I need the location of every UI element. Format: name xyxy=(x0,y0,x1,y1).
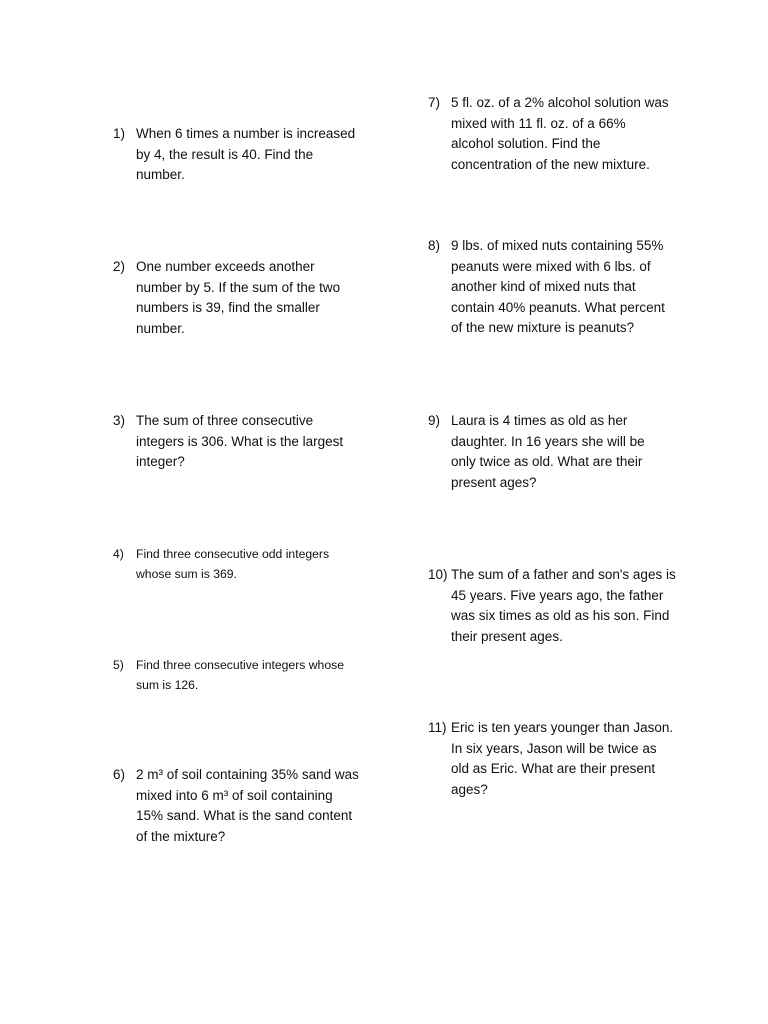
problem-10 xyxy=(428,565,703,647)
problem-text: Find three consecutive odd integers whose sum is 369. xyxy=(136,547,330,581)
problem-text: One number exceeds another number by 5. If the sum of the two numbers is 39, find the smaller number. xyxy=(136,259,341,336)
problem-number: 5) xyxy=(113,658,124,672)
problem-1 xyxy=(113,124,373,186)
problem-number: 1) xyxy=(113,126,126,141)
problem-number: 3) xyxy=(113,413,126,428)
problem-text: Eric is ten years younger than Jason. In six years, Jason will be twice as old as Eric. What are their present ages? xyxy=(451,720,674,797)
problem-4 xyxy=(113,545,373,584)
problem-7 xyxy=(428,93,698,175)
problem-text: Find three consecutive integers whose sum is 126. xyxy=(136,658,344,692)
problem-6 xyxy=(113,765,383,847)
problem-text: 9 lbs. of mixed nuts containing 55% peanuts were mixed with 6 lbs. of another kind of mixed nuts that contain 40% peanuts. What percent of the new mixture is peanuts? xyxy=(451,238,665,335)
problem-text: 5 fl. oz. of a 2% alcohol solution was mixed with 11 fl. oz. of a 66% alcohol solution. Find the concentration of the new mixture. xyxy=(451,95,669,172)
problem-number: 7) xyxy=(428,95,441,110)
problem-number: 9) xyxy=(428,413,441,428)
problem-5 xyxy=(113,656,373,695)
problem-11 xyxy=(428,718,703,800)
problem-3 xyxy=(113,411,373,473)
problem-text: The sum of three consecutive integers is 306. What is the largest integer? xyxy=(136,413,344,469)
problem-text: When 6 times a number is increased by 4, the result is 40. Find the number. xyxy=(136,126,356,182)
problem-number: 4) xyxy=(113,547,124,561)
problem-number: 11) xyxy=(428,720,447,735)
problem-number: 10) xyxy=(428,567,448,582)
problem-text: The sum of a father and son's ages is 45 years. Five years ago, the father was six times as old as his son. Find their present ages. xyxy=(451,567,676,644)
problem-8 xyxy=(428,236,698,339)
problem-number: 2) xyxy=(113,259,126,274)
problem-number: 8) xyxy=(428,238,441,253)
problem-text: 2 m³ of soil containing 35% sand was mixed into 6 m³ of soil containing 15% sand. What is the sand content of the mixture? xyxy=(136,767,359,844)
problem-number: 6) xyxy=(113,767,126,782)
problem-2 xyxy=(113,257,373,339)
problem-text: Laura is 4 times as old as her daughter. In 16 years she will be only twice as old. What are their present ages? xyxy=(451,413,645,490)
problem-9 xyxy=(428,411,698,493)
